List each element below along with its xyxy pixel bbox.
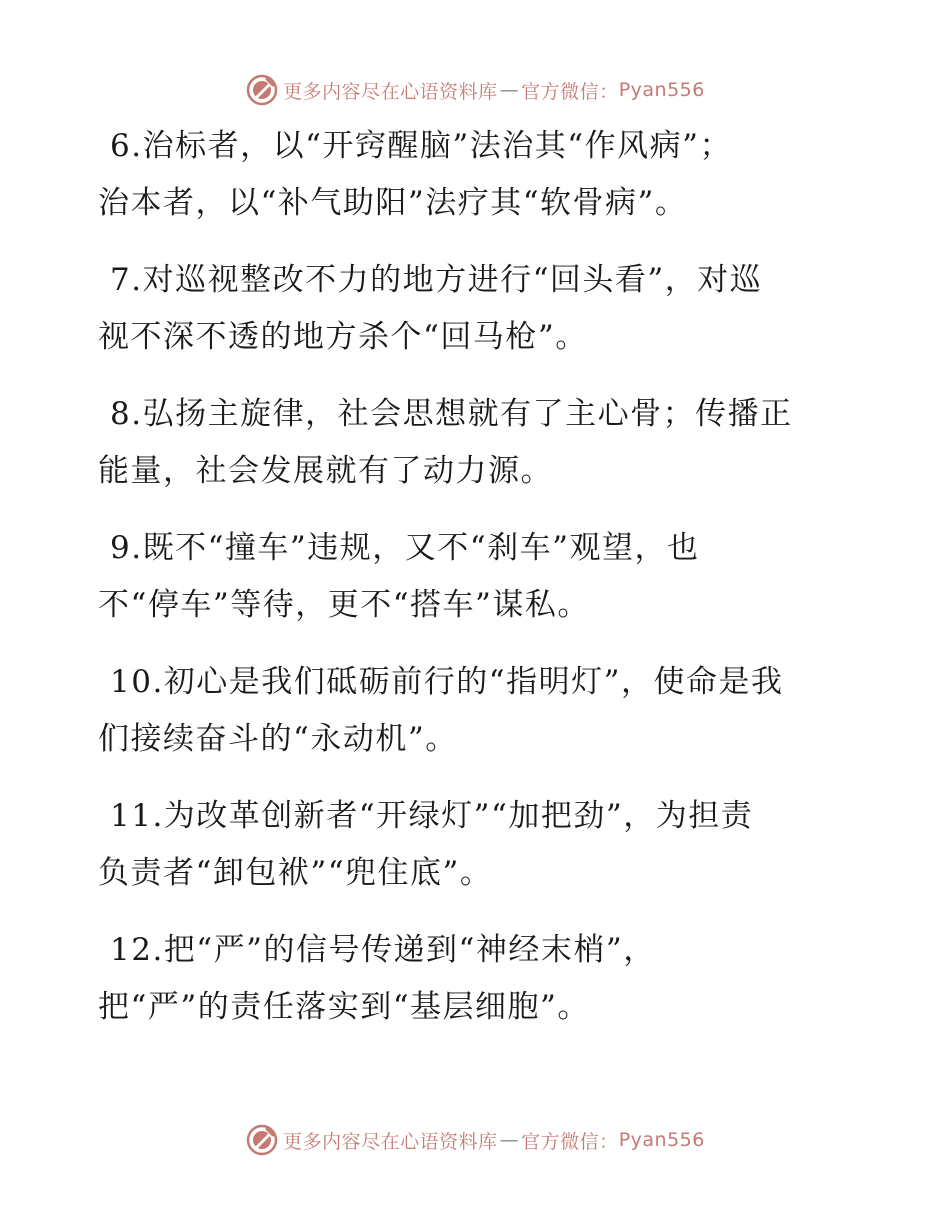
item-line: 12.把“严”的信号传递到“神经末梢”， — [110, 932, 656, 968]
watermark-wechat-text: 官方微信： — [521, 80, 619, 103]
item-line: 9.既不“撞车”违规，又不“刹车”观望，也 — [110, 530, 700, 566]
pen-logo-icon — [245, 73, 279, 107]
watermark-handle: Pyan556 — [618, 1129, 705, 1151]
watermark-site-text: 更多内容尽在心语资料库 — [283, 80, 498, 103]
item-line: 把“严”的责任落实到“基层细胞”。 — [98, 989, 590, 1025]
item-line: 10.初心是我们砥砺前行的“指明灯”，使命是我 — [110, 664, 784, 700]
watermark-separator: — — [499, 79, 520, 101]
footer-watermark — [0, 1120, 950, 1160]
header-watermark — [0, 70, 950, 110]
item-line: 7.对巡视整改不力的地方进行“回头看”，对巡 — [110, 262, 763, 298]
item-line: 6.治标者，以“开窍醒脑”法治其“作风病”； — [110, 128, 732, 164]
watermark-wechat-text: 官方微信： — [521, 1130, 619, 1153]
item-line: 能量，社会发展就有了动力源。 — [98, 453, 553, 489]
item-line: 们接续奋斗的“永动机”。 — [98, 721, 458, 757]
watermark-site-text: 更多内容尽在心语资料库 — [283, 1130, 498, 1153]
list-item — [98, 118, 858, 232]
item-line: 治本者，以“补气助阳”法疗其“软骨病”。 — [98, 185, 688, 221]
list-item — [98, 252, 858, 366]
watermark-handle: Pyan556 — [618, 79, 705, 101]
document-body — [98, 118, 858, 1056]
item-line: 负责者“卸包袱”“兜住底”。 — [98, 855, 493, 891]
list-item — [98, 654, 858, 768]
list-item — [98, 386, 858, 500]
list-item — [98, 520, 858, 634]
pen-logo-icon — [245, 1123, 279, 1157]
list-item — [98, 922, 858, 1036]
list-item — [98, 788, 858, 902]
item-line: 不“停车”等待，更不“搭车”谋私。 — [98, 587, 590, 623]
watermark-separator: — — [499, 1129, 520, 1151]
item-line: 11.为改革创新者“开绿灯”“加把劲”，为担责 — [110, 798, 754, 834]
item-line: 视不深不透的地方杀个“回马枪”。 — [98, 319, 588, 355]
item-line: 8.弘扬主旋律，社会思想就有了主心骨；传播正 — [110, 396, 793, 432]
